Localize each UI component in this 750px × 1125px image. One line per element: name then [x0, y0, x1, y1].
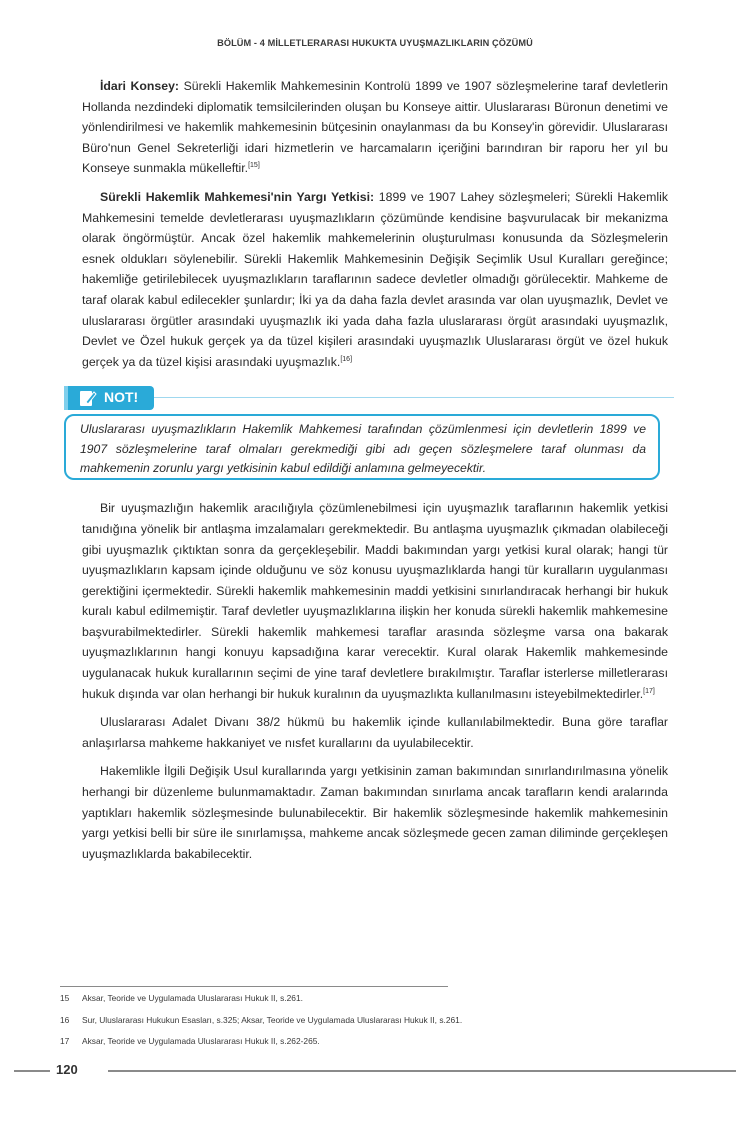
paragraph-text: Bir uyuşmazlığın hakemlik aracılığıyla çözümlenebilmesi için uyuşmazlık taraflarının hakemlik yetkisi tanıdığına yönelik bir antlaşma imzalamaları gerekmektedir. Bu antlaşma uyuşmazlık çıkmadan olabileceği gibi uyuşmazlık çıktıktan sonra da gerçekleşebilir. Maddi bakımından yargı yetkisi kural olarak; hangi tür uyuşmazlıkların kapsam içinde olduğunu ve söz konusu uyuşmazlıklarda hangi tür kuralların uygulanması gerektiğini içermektedir. Sürekli hakemlik mahkemesinin maddi yetkisini sınırlandıracak herhangi bir hukuk kuralı kabul edilmemiştir. Taraf devletler uyuşmazlıklarına ilişkin her konuda sürekli hakemlik mahkemesine başvurabilmektedirler. Sürekli hakemlik mahkemesi taraflar arasında sözleşme varsa ona bakarak uyuşmazlıklarının hangi konuyu kapsadığına karar verecektir. Kural olarak Hakemlik mahkemesinde uygulanacak hukuk kurallarının seçimi de yine taraf devletlere bırakılmıştır. Taraflar isterlerse milletlerarası hukuk dışında var olan herhangi bir hukuk kuralının da uyuşmazlıkta kullanılmasını isteyebilmektedirler.: [82, 501, 668, 701]
note-divider: [154, 397, 674, 398]
footnote-text: Sur, Uluslararası Hukukun Esasları, s.325; Aksar, Teoride ve Uygulamada Uluslararası Hukuk II, s.261.: [82, 1014, 463, 1025]
paragraph-text: Hakemlikle İlgili Değişik Usul kurallarında yargı yetkisinin zaman bakımından sınırlandırılmasına yönelik herhangi bir düzenleme bulunmamaktadır. Zaman bakımından sınırlama ancak tarafların kendi aralarında yaptıkları hakemlik sözleşmesinde bulunabilecektir. Bir hakemlik sözleşmesinde hakemlik mahkemesinin yargı yetkisi belli bir süre ile sınırlamışsa, mahkeme ancak sözleşmede gecen zaman diliminde gerçekleşen uyuşmazlıklarda bakabilecektir.: [82, 764, 668, 861]
paragraph-text: Sürekli Hakemlik Mahkemesinin Kontrolü 1899 ve 1907 sözleşmelerine taraf devletlerin Hollanda nezdindeki diplomatik temsilcilerinden oluşan bu Konseye aittir. Uluslararası Büronun denetimi ve yönlendirilmesi ve hakemlik mahkemesinin bütçesinin onaylanması da bu Konsey'in görevidir. Uluslararası Büro'nun Genel Sekreterliği idari hizmetlerin ve harcamaların içeriğini barındıran bir raporu her yıl bu Konseye sunmakla mükelleftir.: [82, 79, 669, 176]
running-header: BÖLÜM - 4 MİLLETLERARASI HUKUKTA UYUŞMAZLIKLARIN ÇÖZÜMÜ: [217, 38, 533, 48]
footnote-text: Aksar, Teoride ve Uygulamada Uluslararası Hukuk II, s.261.: [82, 993, 303, 1003]
note-callout: [82, 386, 668, 486]
paragraph-text: 1899 ve 1907 Lahey sözleşmeleri; Sürekli Hakemlik Mahkemesini temelde devletlerarası uyuşmazlıkların çözümünde kendisine başvurulacak bir mekanizma olarak öngörmüştür. Ancak özel hakemlik mahkemelerinin oluşturulması konusunda da Sözleşmelerin esnek oldukları söylenebilir. Sürekli Hakemlik Mahkemesinin Değişik Seçimlik Usul Kuralları gereğince; hakemliğe getirilebilecek uyuşmazlıkların taraflarının sadece devletler olmadığı görülecektir. Mahkeme de taraf olarak kabul edilecekler şunlardır; İki ya da daha fazla devlet arasında var olan uyuşmazlık, Devlet ve uluslararası örgütler arasındaki uyuşmazlık iki yada daha fazla uluslararası örgüt arasındaki uyuşmazlık, Devlet ve Özel hukuk gerçek ya da tüzel kişileri arasındaki uyuşmazlık Uluslararası örgüt ve özel hukuk gerçek ya da tüzel kişisi arasındaki uyuşmazlık.: [82, 189, 668, 369]
footnote-ref[interactable]: [17]: [643, 687, 655, 695]
paragraph-text: Uluslararası Adalet Divanı 38/2 hükmü bu hakemlik içinde kullanılabilmektedir. Buna göre taraflar anlaşırlarsa mahkeme hakkaniyet ve nısfet kurallarını da uyulabilecektir.: [82, 715, 668, 750]
page-content: [82, 76, 668, 872]
body-paragraph: [82, 761, 668, 864]
page-rule-right: [108, 1070, 736, 1072]
footnote: [60, 1014, 680, 1026]
footnote-divider: [60, 986, 448, 987]
page-rule-left: [14, 1070, 50, 1072]
paragraph-lead: Sürekli Hakemlik Mahkemesi'nin Yargı Yetkisi:: [100, 189, 375, 204]
footnote-ref[interactable]: [15]: [248, 162, 260, 170]
note-box: [64, 414, 660, 480]
page-number: 120: [56, 1062, 78, 1077]
footnote: [60, 992, 680, 1004]
footnote-number: 17: [60, 1036, 70, 1046]
footnote-number: 16: [60, 1014, 70, 1025]
footnote-ref[interactable]: [16]: [340, 355, 353, 363]
footnote-text: Aksar, Teoride ve Uygulamada Uluslararası Hukuk II, s.262-265.: [82, 1036, 320, 1046]
paragraph-yargi-yetkisi: [82, 187, 668, 372]
body-paragraph: [82, 498, 668, 704]
footnote-number: 15: [60, 993, 70, 1003]
note-title: NOT!: [104, 389, 139, 406]
footnote: [60, 1035, 680, 1047]
pencil-note-icon: [78, 388, 98, 408]
paragraph-idari-konsey: [82, 76, 668, 179]
footnotes: [60, 992, 680, 1057]
paragraph-lead: İdari Konsey:: [100, 79, 180, 93]
note-text: Uluslararası uyuşmazlıkların Hakemlik Mahkemesi tarafından çözümlenmesi için devletlerin 1899 ve 1907 sözleşmelerine taraf olmaları gerekmediği gibi adı geçen sözleşmelere taraf olunması da mahkemenin zorunlu yargı yetkisinin kabul edildiği anlamına gelmeyecektir.: [80, 422, 646, 476]
body-paragraph: [82, 712, 668, 753]
